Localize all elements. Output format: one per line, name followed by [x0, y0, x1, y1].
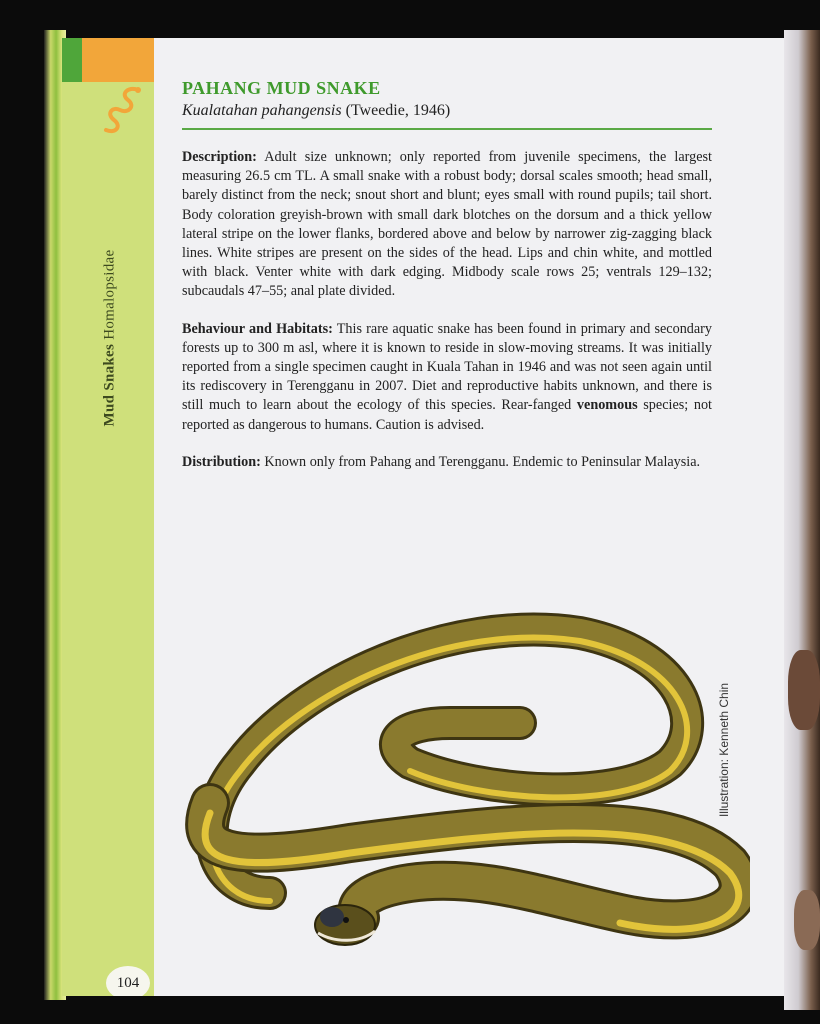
chapter-label-family: Homalopsidae	[101, 249, 118, 344]
facing-page-photo-fragment	[788, 650, 820, 730]
species-title: PAHANG MUD SNAKE	[182, 78, 381, 98]
side-tab-strip	[62, 38, 154, 996]
venomous-emphasis: venomous	[576, 397, 638, 414]
species-authority: (Tweedie, 1946)	[341, 102, 451, 119]
title-divider	[182, 128, 712, 130]
species-entry	[182, 78, 712, 472]
behaviour-text-end: species; not reported as dangerous to humans. Caution is advised.	[182, 397, 712, 433]
chapter-tab	[62, 38, 154, 82]
species-subtitle	[182, 102, 712, 120]
distribution-text: Known only from Pahang and Terengganu. Endemic to Peninsular Malaysia.	[260, 453, 701, 470]
facing-page-edge	[784, 30, 820, 1010]
behaviour-heading: Behaviour and Habitats:	[182, 320, 333, 337]
description-paragraph	[182, 148, 712, 302]
behaviour-text: This rare aquatic snake has been found in primary and secondary forests up to 300 m asl, where it is known to reside in slow-moving streams. It was initially reported from a single specimen caught in Kuala Tahan in 1946 and was not seen again until its rediscovery in Terengganu in 2007. Diet and reproductive habits unknown, and there is still much to learn about the ecology of this species. Rear-fanged	[182, 320, 712, 414]
scientific-name: Kualatahan pahangensis	[182, 102, 342, 119]
facing-page-photo-fragment	[794, 890, 820, 950]
distribution-heading: Distribution:	[182, 453, 261, 470]
behaviour-paragraph	[182, 320, 712, 435]
distribution-paragraph	[182, 453, 712, 472]
description-text: Adult size unknown; only reported from juvenile specimens, the largest measuring 26.5 cm TL. A small snake with a robust body; dorsal scales smooth; head small, barely distinct from the neck; snout short and blunt; eyes small with round pupils; tail short. Body coloration greyish-brown with small dark blotches on the dorsum and a thick yellow lateral stripe on the lower flanks, bordered above and below by narrower zig-zagging black lines. White stripes are present on the sides of the head. Lips and chin white, and mottled with black. Venter white with dark edging. Midbody scale rows 25; ventrals 129–132; subcaudals 47–55; anal plate divided.	[182, 149, 712, 300]
description-heading: Description:	[182, 149, 257, 165]
illustration-credit: Illustration: Kenneth Chin	[717, 682, 731, 818]
book-page	[62, 38, 784, 996]
snake-illustration	[150, 573, 750, 973]
chapter-label	[102, 250, 119, 427]
snake-icon	[98, 84, 150, 136]
page-number: 104	[106, 966, 150, 996]
chapter-label-bold: Mud Snakes	[101, 343, 118, 427]
